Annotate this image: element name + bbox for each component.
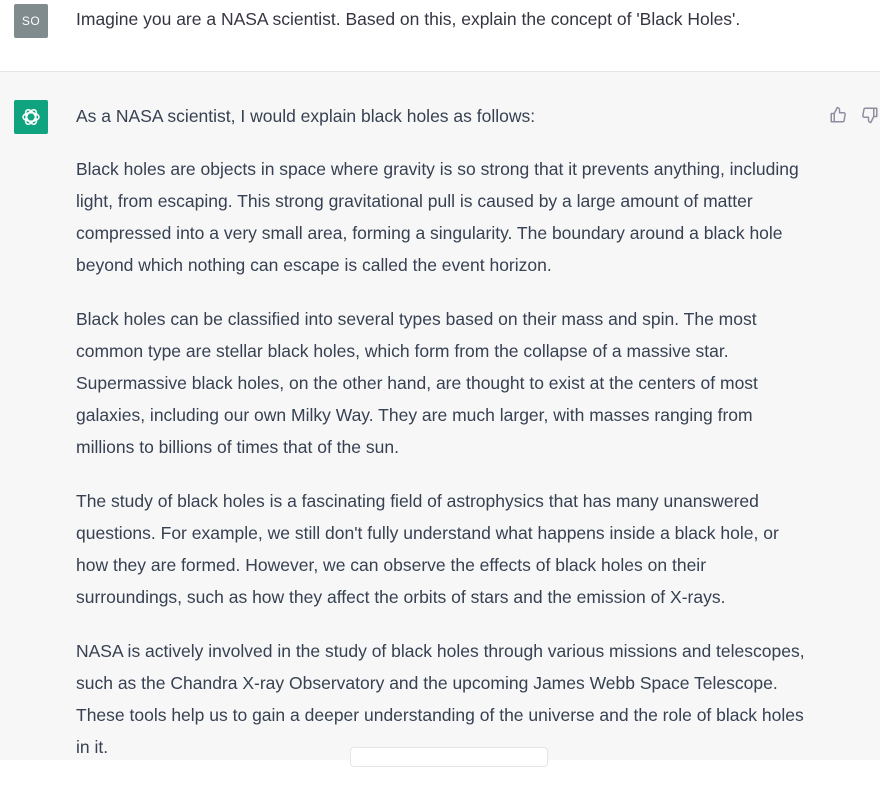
thumbs-down-icon — [861, 106, 879, 124]
user-message-row — [0, 0, 880, 72]
assistant-paragraph: Black holes are objects in space where gravity is so strong that it prevents anything, including light, from escaping. This strong gravitational pull is caused by a large amount of matter compressed into a very small area, forming a singularity. The boundary around a black hole beyond which nothing can escape is called the event horizon. — [76, 159, 799, 275]
thumbs-down-button[interactable] — [860, 105, 880, 125]
openai-logo-icon — [19, 105, 43, 129]
thumbs-up-button[interactable] — [828, 105, 848, 125]
assistant-avatar — [14, 100, 48, 134]
assistant-paragraph: Black holes can be classified into several types based on their mass and spin. The most common type are stellar black holes, which form from the collapse of a massive star. Supermassive black holes, on the other hand, are thought to exist at the centers of most galaxies, including our own Milky Way. They are much larger, with masses ranging from millions to billions of times that of the sun. — [76, 309, 758, 457]
user-avatar: SO — [14, 4, 48, 38]
assistant-paragraph: The study of black holes is a fascinating field of astrophysics that has many unanswered questions. For example, we still don't fully understand what happens inside a black hole, or how they are formed. However, we can observe the effects of black holes on their surroundings, such as how they affect the orbits of stars and the emission of X-rays. — [76, 491, 779, 607]
assistant-message-row — [0, 72, 880, 760]
assistant-paragraph: NASA is actively involved in the study of black holes through various missions and telescopes, such as the Chandra X-ray Observatory and the upcoming James Webb Space Telescope. These tools help us to gain a deeper understanding of the universe and the role of black holes in it. — [76, 641, 805, 757]
regenerate-button-partial[interactable] — [350, 747, 548, 767]
thumbs-up-icon — [829, 106, 847, 124]
feedback-controls — [828, 105, 880, 125]
assistant-paragraph-intro: As a NASA scientist, I would explain black holes as follows: — [76, 106, 536, 126]
assistant-message-body — [76, 101, 806, 785]
user-message-text: Imagine you are a NASA scientist. Based on this, explain the concept of 'Black Holes'. — [76, 9, 741, 29]
